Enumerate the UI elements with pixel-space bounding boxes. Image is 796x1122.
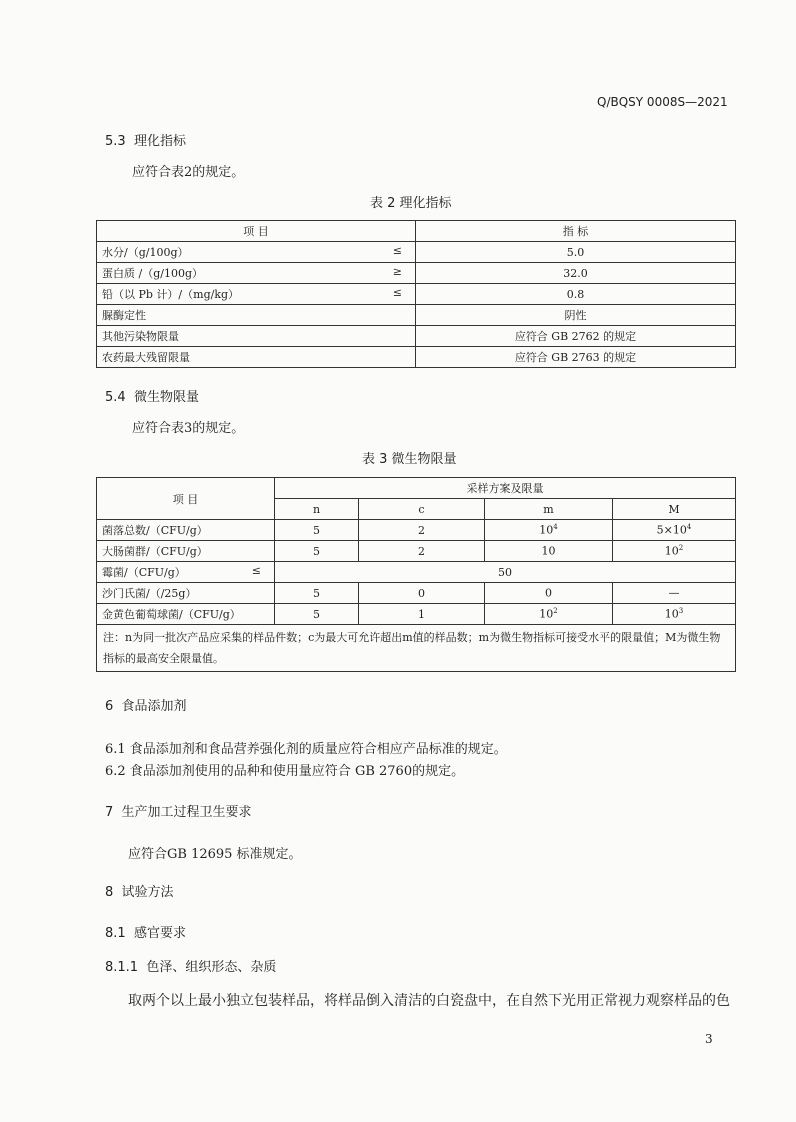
table3-header-group: 采样方案及限量 (275, 478, 736, 499)
section-6-2: 6.2 食品添加剂使用的品种和使用量应符合 GB 2760的规定。 (105, 764, 465, 779)
M-value: 10 (664, 544, 679, 558)
item-cell (97, 326, 416, 347)
n-cell: 5 (275, 604, 359, 625)
section-number: 5.4 (105, 390, 126, 405)
page-number: 3 (705, 1032, 713, 1046)
section-title: 感官要求 (133, 926, 186, 941)
value-cell: 50 (275, 562, 736, 583)
item-name: 脲酶定性 (102, 309, 146, 322)
item-name: 农药最大残留限量 (102, 351, 190, 364)
col-n: n (275, 499, 359, 520)
table-row (97, 242, 736, 263)
table-row (97, 562, 736, 583)
section-8-1-1-heading (105, 956, 276, 975)
M-cell (613, 520, 736, 541)
table-row (97, 305, 736, 326)
table-row (97, 604, 736, 625)
table-row (97, 520, 736, 541)
value-cell: 应符合 GB 2763 的规定 (416, 347, 736, 368)
item-cell (97, 284, 416, 305)
table2-header-value: 指 标 (416, 221, 736, 242)
table2-caption: 表 2 理化指标 (370, 196, 452, 211)
value-cell: 0.8 (416, 284, 736, 305)
comparison-symbol: ≥ (392, 265, 402, 278)
n-cell: 5 (275, 583, 359, 604)
section-title: 微生物限量 (133, 390, 199, 405)
value-cell: 32.0 (416, 263, 736, 284)
col-m: m (485, 499, 613, 520)
section-number: 8.1.1 (105, 960, 139, 975)
M-value: 5×10 (656, 523, 687, 537)
table2-header-item: 项 目 (97, 221, 416, 242)
m-value: 10 (539, 607, 554, 621)
m-cell (485, 583, 613, 604)
m-value: 0 (545, 586, 552, 600)
section-8-heading (105, 881, 174, 900)
table3-caption: 表 3 微生物限量 (362, 452, 457, 467)
M-exponent: 3 (678, 607, 684, 616)
M-exponent: 4 (686, 523, 692, 532)
M-cell (613, 604, 736, 625)
col-M: M (613, 499, 736, 520)
item-cell (97, 347, 416, 368)
col-c: c (359, 499, 485, 520)
table-row (97, 541, 736, 562)
M-cell (613, 583, 736, 604)
m-cell (485, 541, 613, 562)
table-row (97, 583, 736, 604)
section-6-heading (105, 695, 187, 714)
table-row (97, 326, 736, 347)
section-number: 8.1 (105, 926, 126, 941)
c-cell: 0 (359, 583, 485, 604)
table-row (97, 263, 736, 284)
item-name: 其他污染物限量 (102, 330, 179, 343)
M-value: 10 (664, 607, 679, 621)
item-name: 水分/（g/100g） (102, 246, 189, 259)
section-7-heading (105, 801, 252, 820)
section-number: 8 (105, 885, 114, 900)
item-name: 霉菌/（CFU/g） (102, 566, 186, 579)
section-title: 理化指标 (133, 134, 186, 149)
M-value: — (668, 586, 680, 600)
item-cell: 金黄色葡萄球菌/（CFU/g） (97, 604, 275, 625)
c-cell: 2 (359, 520, 485, 541)
section-8-1-heading (105, 922, 186, 941)
M-cell (613, 541, 736, 562)
section-number: 6 (105, 699, 114, 714)
item-cell: 大肠菌群/（CFU/g） (97, 541, 275, 562)
m-cell (485, 520, 613, 541)
table-row (97, 284, 736, 305)
value-cell: 阴性 (416, 305, 736, 326)
table3 (96, 477, 736, 672)
section-5-3-text: 应符合表2的规定。 (132, 165, 245, 180)
section-title: 食品添加剂 (121, 699, 187, 714)
item-name: 铅（以 Pb 计）/（mg/kg） (102, 288, 240, 301)
section-number: 5.3 (105, 134, 126, 149)
table2 (96, 220, 736, 368)
n-cell: 5 (275, 541, 359, 562)
section-6-1: 6.1 食品添加剂和食品营养强化剂的质量应符合相应产品标准的规定。 (105, 742, 507, 757)
c-cell: 1 (359, 604, 485, 625)
n-cell: 5 (275, 520, 359, 541)
m-cell (485, 604, 613, 625)
section-5-4-text: 应符合表3的规定。 (132, 421, 245, 436)
section-5-4-heading (105, 386, 199, 405)
section-title: 色泽、组织形态、杂质 (146, 960, 277, 975)
value-cell: 应符合 GB 2762 的规定 (416, 326, 736, 347)
section-7-text: 应符合GB 12695 标准规定。 (128, 847, 302, 862)
table-row (97, 347, 736, 368)
section-8-1-1-text: 取两个以上最小独立包装样品，将样品倒入清洁的白瓷盘中，在自然下光用正常视力观察样品的色 (128, 993, 730, 1009)
section-number: 7 (105, 805, 114, 820)
table3-note: 注：n为同一批次产品应采集的样品件数；c为最大可允许超出m值的样品数；m为微生物指标可接受水平的限量值；M为微生物指标的最高安全限量值。 (97, 625, 736, 672)
section-title: 生产加工过程卫生要求 (121, 805, 252, 820)
section-title: 试验方法 (121, 885, 174, 900)
item-cell: 菌落总数/（CFU/g） (97, 520, 275, 541)
item-cell (97, 562, 275, 583)
item-name: 蛋白质 /（g/100g） (102, 267, 203, 280)
item-cell: 沙门氏菌/（/25g） (97, 583, 275, 604)
M-exponent: 2 (678, 544, 684, 553)
m-value: 10 (539, 523, 554, 537)
comparison-symbol: ≤ (392, 244, 402, 257)
comparison-symbol: ≤ (251, 564, 261, 577)
comparison-symbol: ≤ (392, 286, 402, 299)
m-exponent: 4 (553, 523, 558, 532)
standard-code: Q/BQSY 0008S—2021 (597, 95, 728, 109)
m-exponent: 2 (553, 607, 558, 616)
c-cell: 2 (359, 541, 485, 562)
section-5-3-heading (105, 130, 186, 149)
value-cell: 5.0 (416, 242, 736, 263)
item-cell (97, 263, 416, 284)
item-cell (97, 242, 416, 263)
table3-header-item: 项 目 (97, 478, 275, 520)
m-value: 10 (541, 544, 556, 558)
item-cell (97, 305, 416, 326)
